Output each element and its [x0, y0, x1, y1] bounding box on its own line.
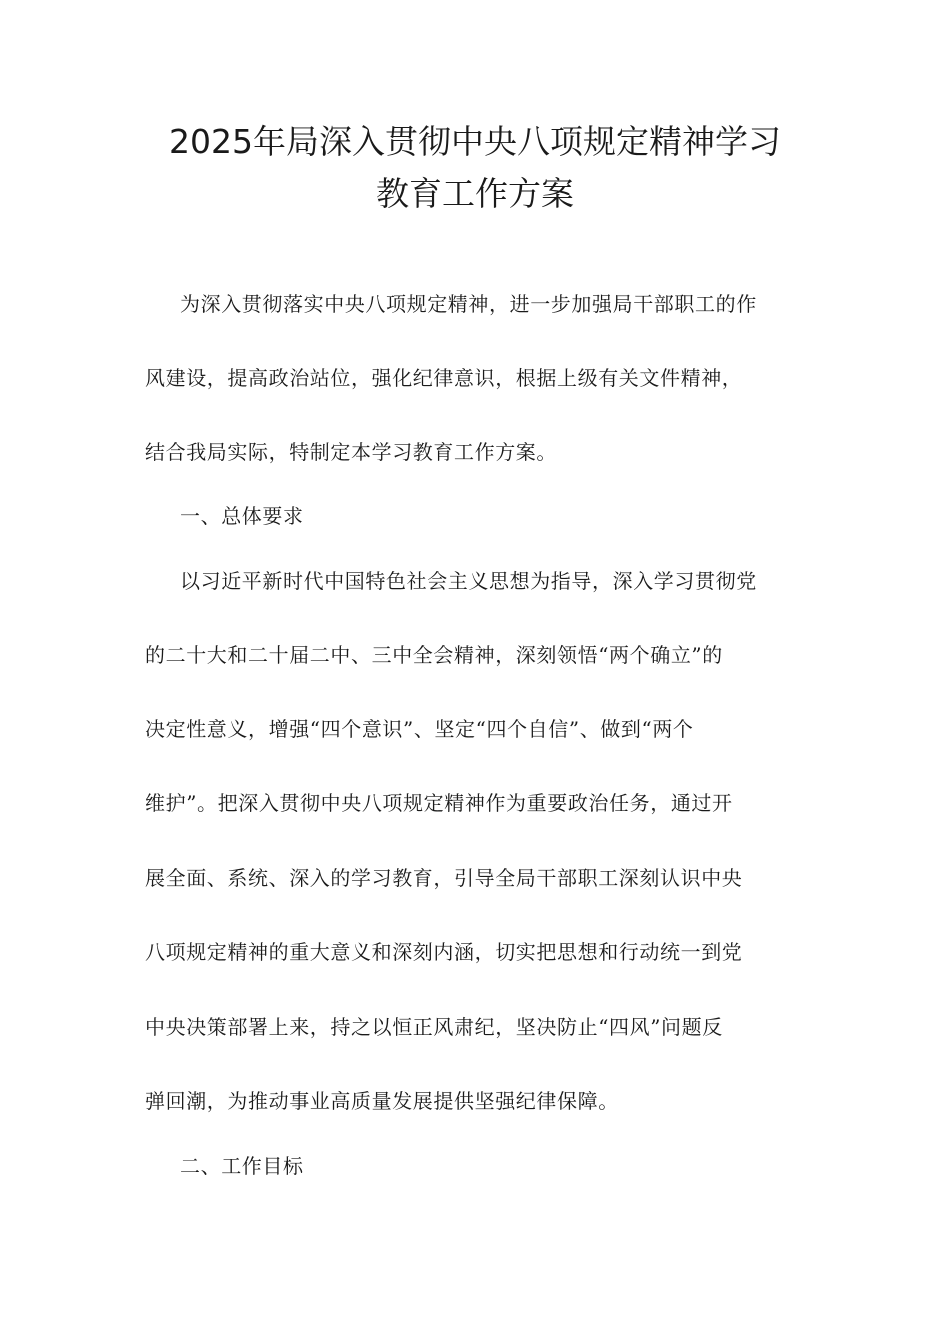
intro-line-1: 为深入贯彻落实中央八项规定精神，进一步加强局干部职工的作	[180, 292, 757, 316]
section1-line-2: 的二十大和二十届二中、三中全会精神，深刻领悟“两个确立”的	[145, 643, 723, 667]
section1-line-7: 中央决策部署上来，持之以恒正风肃纪，坚决防止“四风”问题反	[145, 1015, 723, 1039]
section1-line-8: 弹回潮，为推动事业高质量发展提供坚强纪律保障。	[145, 1089, 619, 1113]
document-title-line-2: 教育工作方案	[376, 174, 574, 213]
section-heading-work-goals: 二、工作目标	[180, 1154, 304, 1178]
document-title-line-1: 2025年局深入贯彻中央八项规定精神学习	[169, 122, 781, 161]
section1-line-1: 以习近平新时代中国特色社会主义思想为指导，深入学习贯彻党	[180, 569, 757, 593]
section1-line-4: 维护”。把深入贯彻中央八项规定精神作为重要政治任务，通过开	[145, 791, 733, 815]
intro-line-2: 风建设，提高政治站位，强化纪律意识，根据上级有关文件精神，	[145, 366, 743, 390]
section1-line-3: 决定性意义，增强“四个意识”、坚定“四个自信”、做到“两个	[145, 717, 694, 741]
intro-line-3: 结合我局实际，特制定本学习教育工作方案。	[145, 440, 557, 464]
section-heading-general-requirements: 一、总体要求	[180, 504, 304, 528]
section1-line-6: 八项规定精神的重大意义和深刻内涵，切实把思想和行动统一到党	[145, 940, 743, 964]
section1-line-5: 展全面、系统、深入的学习教育，引导全局干部职工深刻认识中央	[145, 866, 743, 890]
